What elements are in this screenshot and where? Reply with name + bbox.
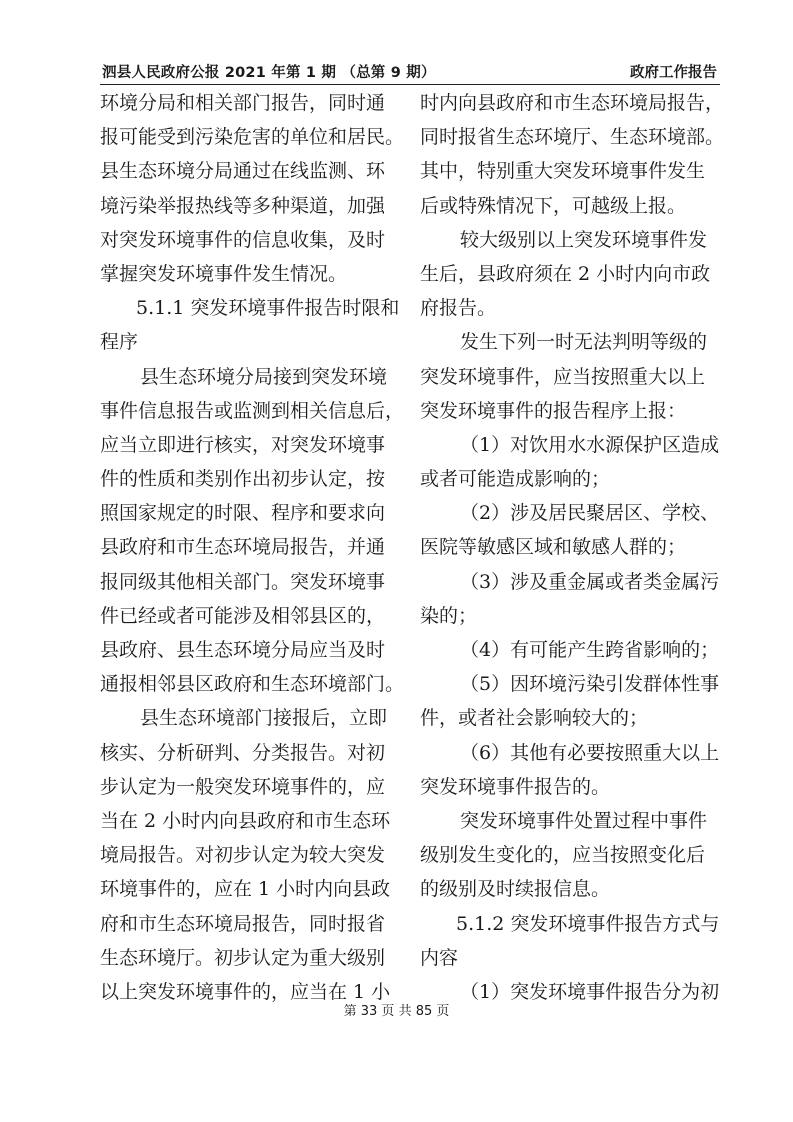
- list-item: （5）因环境污染引发群体性事: [460, 673, 720, 696]
- text-line: 环境分局和相关部门报告，同时通: [100, 92, 386, 114]
- text-line: 生态环境厅。初步认定为重大级别: [100, 946, 386, 969]
- list-item: （2）涉及居民聚居区、学校、: [460, 502, 720, 525]
- text-line: 突发环境事件的报告程序上报：: [420, 399, 687, 422]
- section-title: 政府工作报告: [630, 65, 717, 81]
- text-line: 或者可能造成影响的；: [420, 468, 611, 491]
- list-item: （3）涉及重金属或者类金属污: [460, 570, 720, 593]
- text-line: 府报告。: [420, 297, 497, 320]
- list-item: （6）其他有必要按照重大以上: [460, 741, 720, 764]
- subsection-heading: 5.1.2 突发环境事件报告方式与: [456, 912, 720, 935]
- text-line: 照国家规定的时限、程序和要求向: [100, 502, 386, 525]
- text-line: 级别发生变化的，应当按照变化后: [420, 844, 706, 867]
- text-line: 对突发环境事件的信息收集，及时: [100, 228, 386, 251]
- text-line: 件，或者社会影响较大的；: [420, 707, 649, 730]
- text-line: 掌握突发环境事件发生情况。: [100, 262, 348, 285]
- subsection-heading-cont: 程序: [100, 331, 139, 354]
- text-line: 县生态环境分局通过在线监测、环: [100, 160, 386, 183]
- list-item: （4）有可能产生跨省影响的；: [460, 639, 720, 661]
- text-line: 步认定为一般突发环境事件的，应: [100, 775, 386, 798]
- page-number: 第 33 页 共 85 页: [343, 1004, 450, 1019]
- text-line: 突发环境事件报告的。: [420, 775, 611, 798]
- text-line: 其中，特别重大突发环境事件发生: [420, 160, 706, 183]
- text-line: 县生态环境部门接报后，立即: [140, 707, 388, 730]
- text-line: 件的性质和类别作出初步认定，按: [100, 468, 386, 491]
- text-line: 时内向县政府和市生态环境局报告，: [420, 92, 725, 114]
- text-line: 突发环境事件处置过程中事件: [460, 809, 708, 832]
- bulletin-title: 泗县人民政府公报 2021 年第 1 期 （总第 9 期）: [102, 65, 436, 81]
- text-line: 报可能受到污染危害的单位和居民。: [100, 126, 405, 149]
- subsection-heading-cont: 内容: [420, 946, 459, 969]
- left-column: [100, 86, 406, 1009]
- text-line: 发生下列一时无法判明等级的: [460, 331, 708, 354]
- subsection-heading: 5.1.1 突发环境事件报告时限和: [136, 297, 400, 320]
- text-line: 医院等敏感区域和敏感人群的；: [420, 536, 687, 559]
- text-line: 府和市生态环境局报告，同时报省: [100, 912, 386, 935]
- page-header: [100, 58, 720, 85]
- text-line: 后或特殊情况下，可越级上报。: [420, 194, 687, 217]
- page-footer: [0, 1000, 793, 1019]
- text-line: 染的；: [420, 604, 478, 627]
- text-line: 突发环境事件，应当按照重大以上: [420, 365, 706, 388]
- text-line: 较大级别以上突发环境事件发: [460, 228, 708, 251]
- list-item: （1）对饮用水水源保护区造成: [460, 433, 720, 456]
- right-column: [420, 86, 726, 1009]
- list-item: （1）突发环境事件报告分为初: [460, 980, 720, 1003]
- text-line: 同时报省生态环境厅、生态环境部。: [420, 126, 725, 149]
- text-line: 县政府、县生态环境分局应当及时: [100, 639, 386, 661]
- text-line: 应当立即进行核实，对突发环境事: [100, 433, 386, 456]
- text-line: 报同级其他相关部门。突发环境事: [100, 570, 386, 593]
- text-line: 环境事件的，应在 1 小时内向县政: [100, 878, 391, 901]
- text-line: 生后，县政府须在 2 小时内向市政: [420, 262, 711, 285]
- text-line: 的级别及时续报信息。: [420, 878, 611, 901]
- text-line: 事件信息报告或监测到相关信息后，: [100, 399, 405, 422]
- text-line: 当在 2 小时内向县政府和市生态环: [100, 809, 391, 832]
- text-line: 核实、分析研判、分类报告。对初: [100, 741, 386, 764]
- text-line: 县政府和市生态环境局报告，并通: [100, 536, 386, 559]
- text-line: 境污染举报热线等多种渠道，加强: [100, 194, 386, 217]
- text-line: 县生态环境分局接到突发环境: [140, 365, 388, 388]
- text-line: 境局报告。对初步认定为较大突发: [100, 844, 386, 867]
- text-line: 通报相邻县区政府和生态环境部门。: [100, 673, 405, 696]
- text-line: 以上突发环境事件的，应当在 1 小: [100, 980, 391, 1003]
- text-line: 件已经或者可能涉及相邻县区的，: [100, 604, 386, 627]
